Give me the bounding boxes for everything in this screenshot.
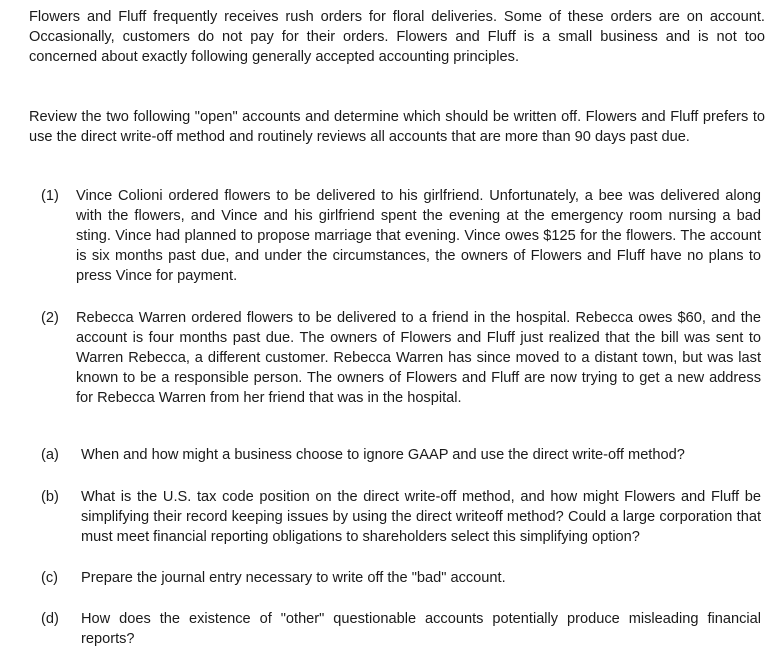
question-letter: (a) <box>41 447 59 463</box>
account-description: Rebecca Warren ordered flowers to be delivered to a friend in the hospital. Rebecca owes $60, and the account is four months past due. The owners of Flowers and Fluff just realized that the bill was sent to Warren Rebecca, a different customer. Rebecca Warren has since moved to a distant town, but was last known to be a responsible person. The owners of Flowers and Fluff are now trying to get a new address for Rebecca Warren from her friend that was in the hospital. <box>76 310 761 406</box>
question-text: When and how might a business choose to ignore GAAP and use the direct write-off method? <box>81 447 685 463</box>
instructions-paragraph: Review the two following "open" accounts and determine which should be written off. Flowers and Fluff prefers to use the direct write-off method and routinely reviews all accounts that are more than 90 days past due. <box>29 109 765 145</box>
question-text: Prepare the journal entry necessary to write off the "bad" account. <box>81 570 506 586</box>
question-item <box>29 609 765 649</box>
question-text: How does the existence of "other" questionable accounts potentially produce misleading financial reports? <box>81 611 761 647</box>
intro-paragraph: Flowers and Fluff frequently receives rush orders for floral deliveries. Some of these orders are on account. Occasionally, customers do not pay for their orders. Flowers and Fluff is a small business and is not too concerned about exactly following generally accepted accounting principles. <box>29 9 765 65</box>
account-number: (2) <box>41 310 59 326</box>
question-text: What is the U.S. tax code position on the direct write-off method, and how might Flowers and Fluff be simplifying their record keeping issues by using the direct writeoff method? Could a large corporation that must meet financial reporting obligations to shareholders select this simplifying option? <box>81 489 761 545</box>
question-item <box>29 568 765 588</box>
account-description: Vince Colioni ordered flowers to be delivered to his girlfriend. Unfortunately, a bee was delivered along with the flowers, and Vince and his girlfriend spent the evening at the emergency room nursing a bad sting. Vince had planned to propose marriage that evening. Vince owes $125 for the flowers. The account is six months past due, and under the circumstances, the owners of Flowers and Fluff have no plans to press Vince for payment. <box>76 188 761 284</box>
account-item <box>29 186 765 286</box>
question-item <box>29 445 765 465</box>
question-item <box>29 487 765 547</box>
question-letter: (d) <box>41 611 59 627</box>
question-letter: (b) <box>41 489 59 505</box>
question-letter: (c) <box>41 570 59 586</box>
account-item <box>29 308 765 408</box>
account-number: (1) <box>41 188 59 204</box>
